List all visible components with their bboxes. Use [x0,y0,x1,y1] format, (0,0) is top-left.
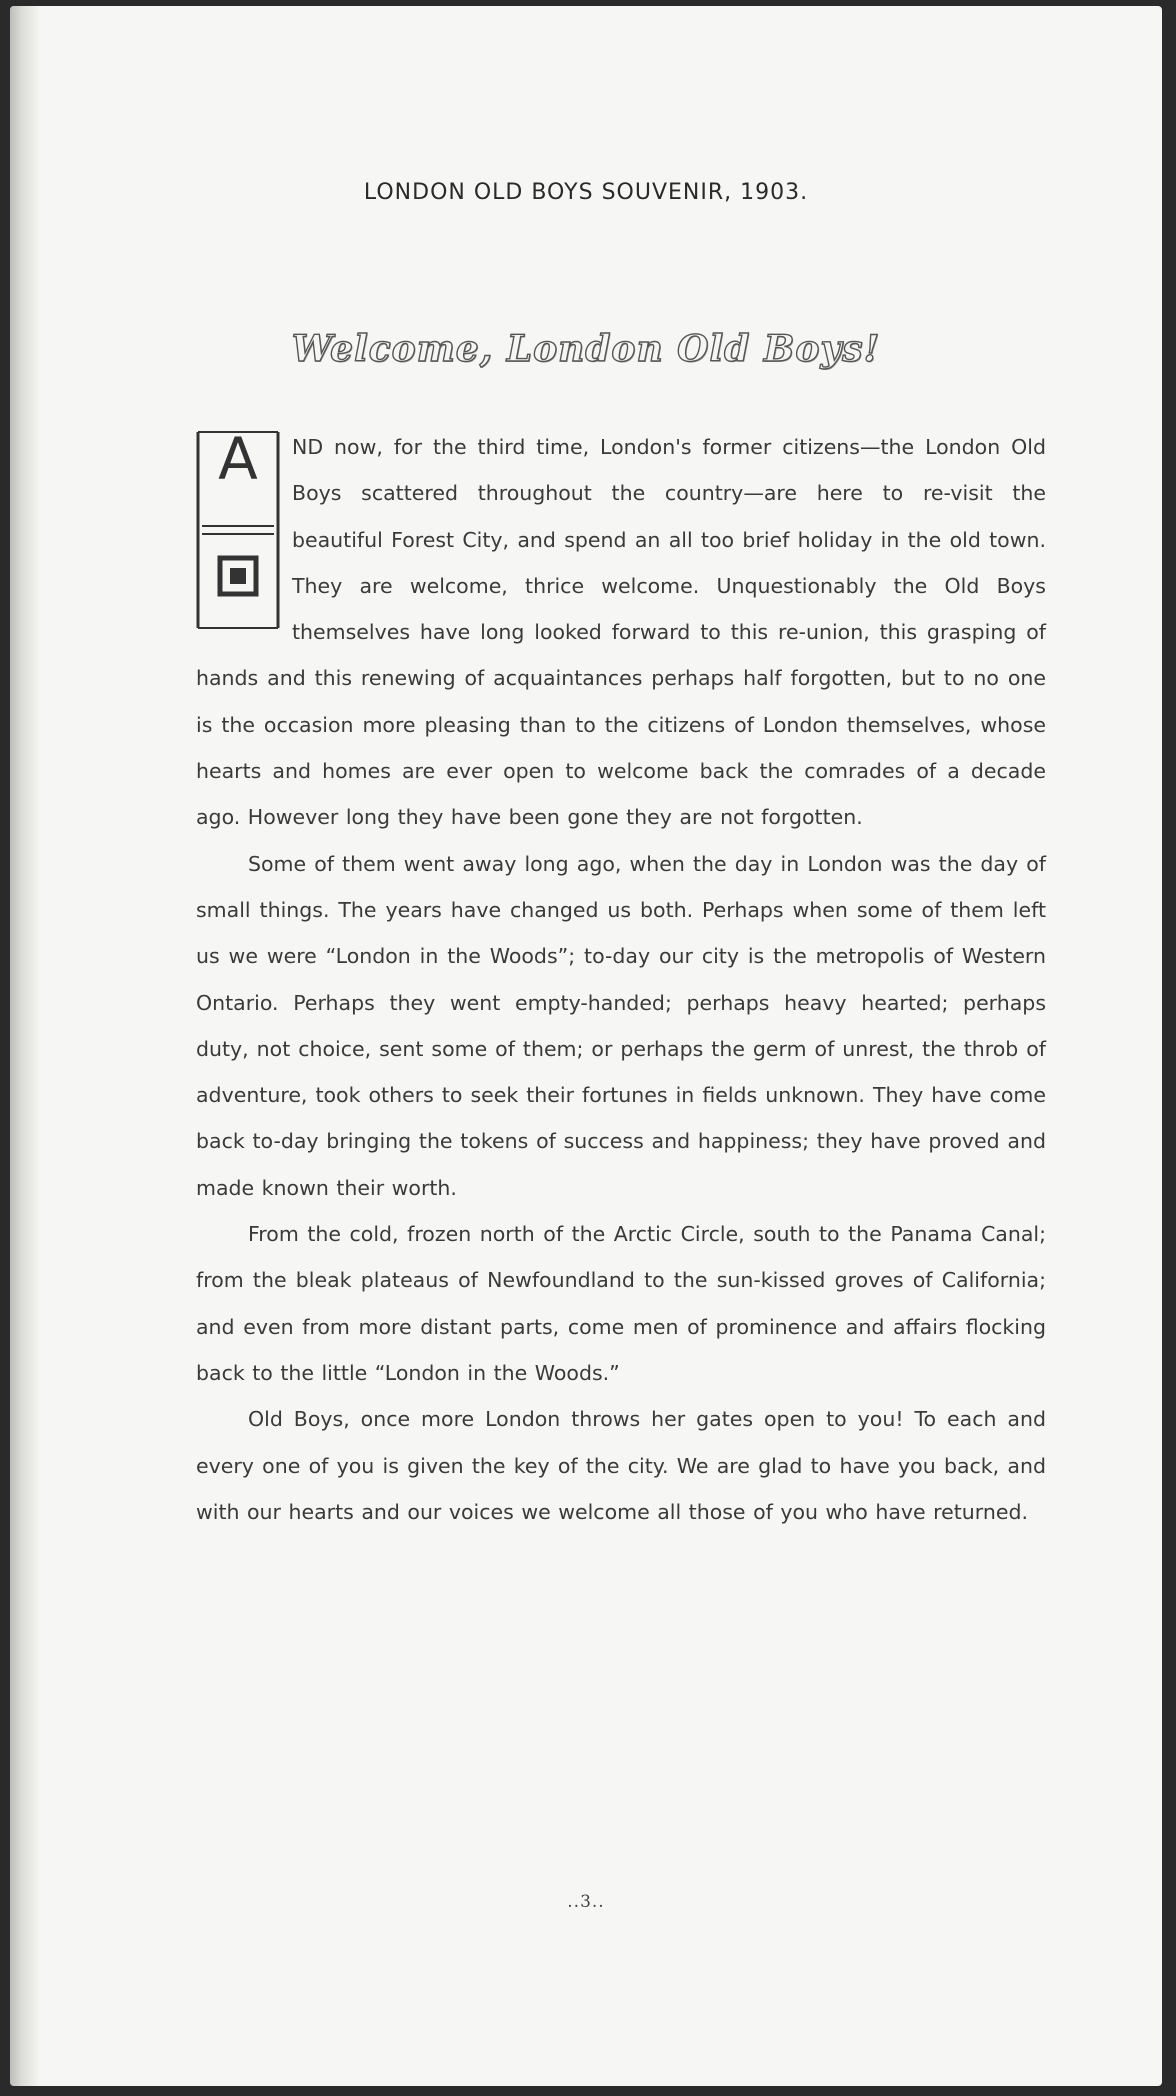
article-title: Welcome, London Old Boys! [291,328,881,370]
binding-shadow [10,6,40,2086]
ornamental-dropcap [196,425,280,630]
article-body [196,424,1046,1535]
page-number: ..3.. [567,1892,605,1912]
running-header: LONDON OLD BOYS SOUVENIR, 1903. [363,180,809,205]
paragraph-3: From the cold, frozen north of the Arctic Circle, south to the Panama Canal; from the bleak plateaus of Newfoundland to the sun-kissed groves of California; and even from more distant parts, come men of prominence and affairs flocking back to the little “London in the Woods.” [196,1222,1046,1385]
paragraph-2: Some of them went away long ago, when the day in London was the day of small things. The years have changed us both. Perhaps when some of them left us we were “London in the Woods”; to-day our city is the metropolis of Western Ontario. Perhaps they went empty-handed; perhaps heavy hearted; perhaps duty, not choice, sent some of them; or perhaps the germ of unrest, the throb of adventure, took others to seek their fortunes in fields unknown. They have come back to-day bringing the tokens of success and happiness; they have proved and made known their worth. [196,851,1046,1200]
scan-bottom-edge [0,2088,1176,2096]
paragraph-4: Old Boys, once more London throws her gates open to you! To each and every one of you is given the key of the city. We are glad to have you back, and with our hearts and our voices we welcome all those of you who have returned. [196,1407,1046,1524]
paragraph-1: ND now, for the third time, London's former citizens—the London Old Boys scattered throughout the country—are here to re-visit the beautiful Forest City, and spend an all too brief holiday in the old town. They are welcome, thrice welcome. Unquestionably the Old Boys themselves have long looked forward to this re-union, this grasping of hands and this renewing of acquaintances perhaps half forgotten, but to no one is the occasion more pleasing than to the citizens of London themselves, whose hearts and homes are ever open to welcome back the comrades of a decade ago. However long they have been gone they are not forgotten. [196,435,1046,830]
dropcap-letter: A [218,425,258,493]
document-page [10,6,1162,2086]
